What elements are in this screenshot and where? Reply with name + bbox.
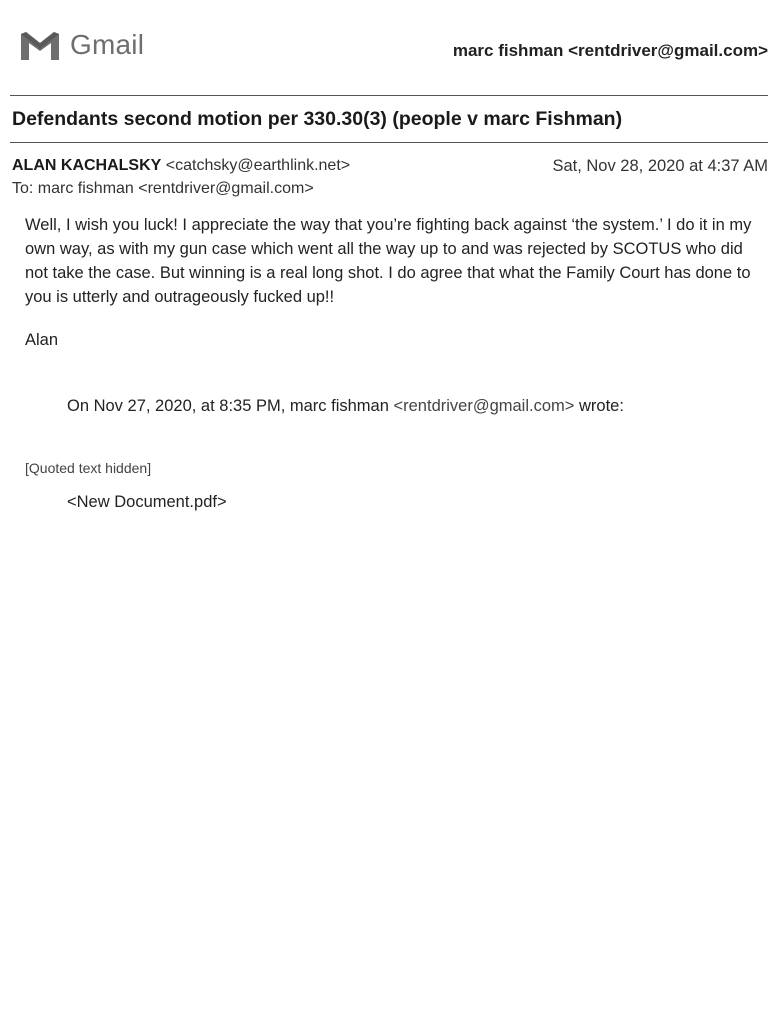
header-divider [10,95,768,96]
message-body [25,213,760,309]
sender-name: ALAN KACHALSKY [12,157,162,174]
signoff: Alan [25,331,59,349]
thread-subject: Defendants second motion per 330.30(3) (people v marc Fishman) [12,108,623,130]
gmail-wordmark: Gmail [70,29,145,60]
quoted-text-hidden: [Quoted text hidden] [25,460,152,476]
sender-email: <catchsky@earthlink.net> [165,157,351,174]
body-paragraph: Well, I wish you luck! I appreciate the way that you’re fighting back against ‘the system.’ I do it in my own way, as with my gun case which went all the way up to and was rejected by SCOTUS who did not take the case. But winning is a real long shot. I do agree that what the Family Court has done to you is utterly and outrageously fucked up!! [25,216,752,306]
subject-divider [10,142,768,143]
quote-attribution-prefix: On Nov 27, 2020, at 8:35 PM, marc fishman [67,397,394,415]
gmail-m-icon [18,30,62,62]
quote-attribution-email: <rentdriver@gmail.com> [393,397,575,415]
attachment-name: <New Document.pdf> [67,493,227,511]
account-label: marc fishman <rentdriver@gmail.com> [452,41,768,60]
quote-attribution-suffix: wrote: [574,397,624,415]
quote-attribution [67,397,624,416]
message-date: Sat, Nov 28, 2020 at 4:37 AM [552,157,768,175]
sender-line [12,157,350,175]
recipient-line: To: marc fishman <rentdriver@gmail.com> [12,180,314,197]
gmail-logo [18,28,144,64]
